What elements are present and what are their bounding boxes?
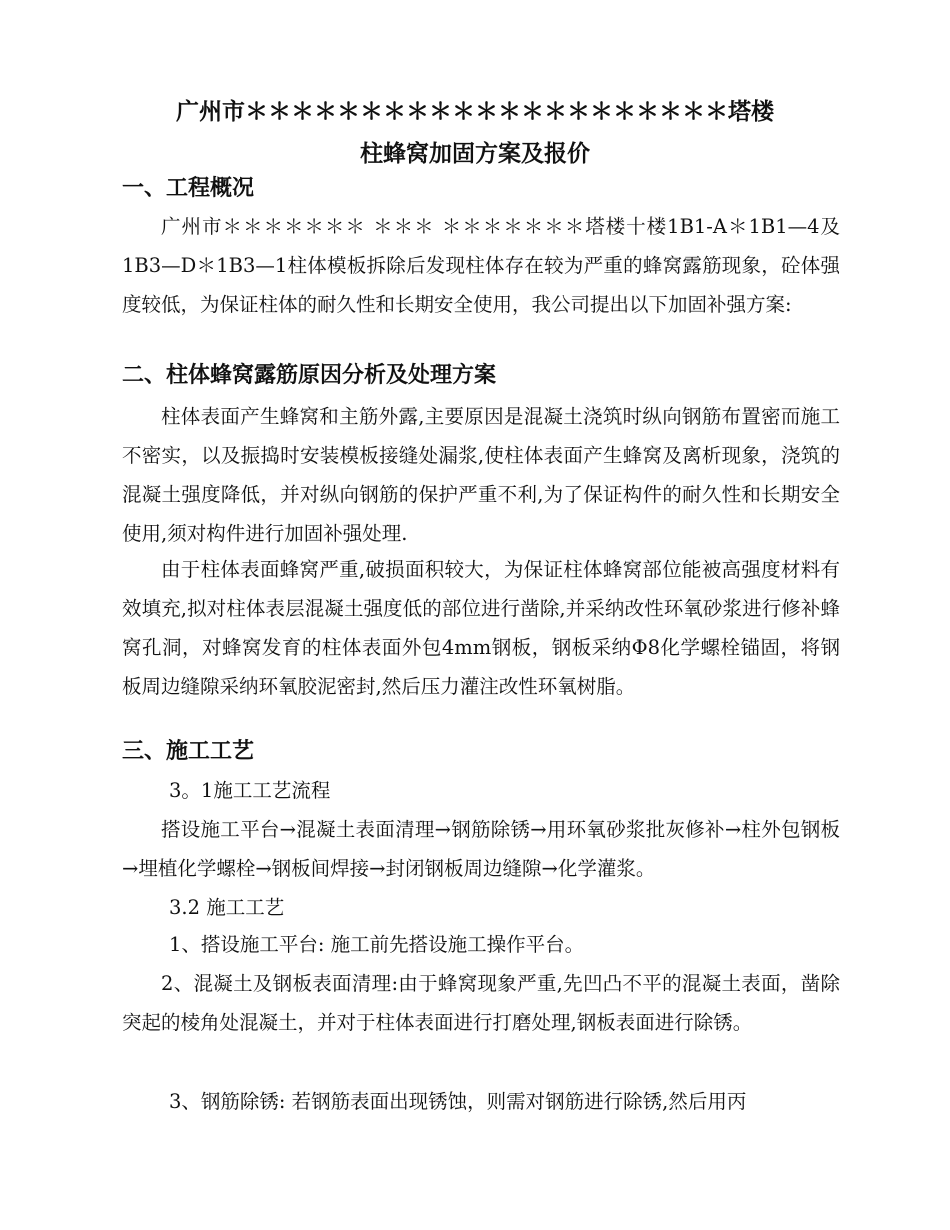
section2-paragraph1: 柱体表面产生蜂窝和主筋外露,主要原因是混凝土浇筑时纵向钢筋布置密而施工不密实，以及振捣时安装模板接缝处漏浆,使柱体表面产生蜂窝及离析现象，浇筑的混凝土强度降低，并对纵向钢筋的保护严重不利,为了保证构件的耐久性和长期安全使用,须对构件进行加固补强处理. [122, 405, 840, 545]
process-flow-paragraph: 搭设施工平台→混凝土表面清理→钢筋除锈→用环氧砂浆批灰修补→柱外包钢板→埋植化学螺栓→钢板间焊接→封闭钢板周边缝隙→化学灌浆。 [122, 818, 840, 880]
step-3: 3、钢筋除锈: 若钢筋表面出现锈蚀，则需对钢筋进行除锈,然后用丙 [169, 1090, 747, 1113]
section1-heading: 一、工程概况 [122, 176, 255, 201]
section2-paragraph2: 由于柱体表面蜂窝严重,破损面积较大，为保证柱体蜂窝部位能被高强度材料有效填充,拟对柱体表层混凝土强度低的部位进行凿除,并采纳改性环氧砂浆进行修补蜂窝孔洞，对蜂窝发育的柱体表面外包4mm钢板，钢板采纳Φ8化学螺栓锚固，将钢板周边缝隙采纳环氧胶泥密封,然后压力灌注改性环氧树脂。 [122, 558, 840, 698]
step-1: 1、搭设施工平台: 施工前先搭设施工操作平台。 [169, 933, 585, 956]
subsection-process: 3.2 施工工艺 [169, 896, 285, 919]
document-title-line1: 广州市＊＊＊＊＊＊＊＊＊＊＊＊＊＊＊＊＊＊＊＊＊塔楼 [176, 99, 774, 125]
section2-heading: 二、柱体蜂窝露筋原因分析及处理方案 [122, 363, 497, 388]
section3-heading: 三、施工工艺 [122, 739, 255, 764]
subsection-process-flow: 3。1施工工艺流程 [169, 779, 331, 802]
section1-paragraph: 广州市＊＊＊＊＊＊＊ ＊＊＊ ＊＊＊＊＊＊＊塔楼十楼1B1-A＊1B1—4及1B3—D＊1B3—1柱体模板拆除后发现柱体存在较为严重的蜂窝露筋现象，砼体强度较低，为保证柱体的耐久性和长期安全使用，我公司提出以下加固补强方案: [122, 215, 840, 316]
document-title-line2: 柱蜂窝加固方案及报价 [360, 141, 590, 167]
step-2: 2、混凝土及钢板表面清理:由于蜂窝现象严重,先凹凸不平的混凝土表面，凿除突起的棱角处混凝土，并对于柱体表面进行打磨处理,钢板表面进行除锈。 [122, 972, 840, 1034]
